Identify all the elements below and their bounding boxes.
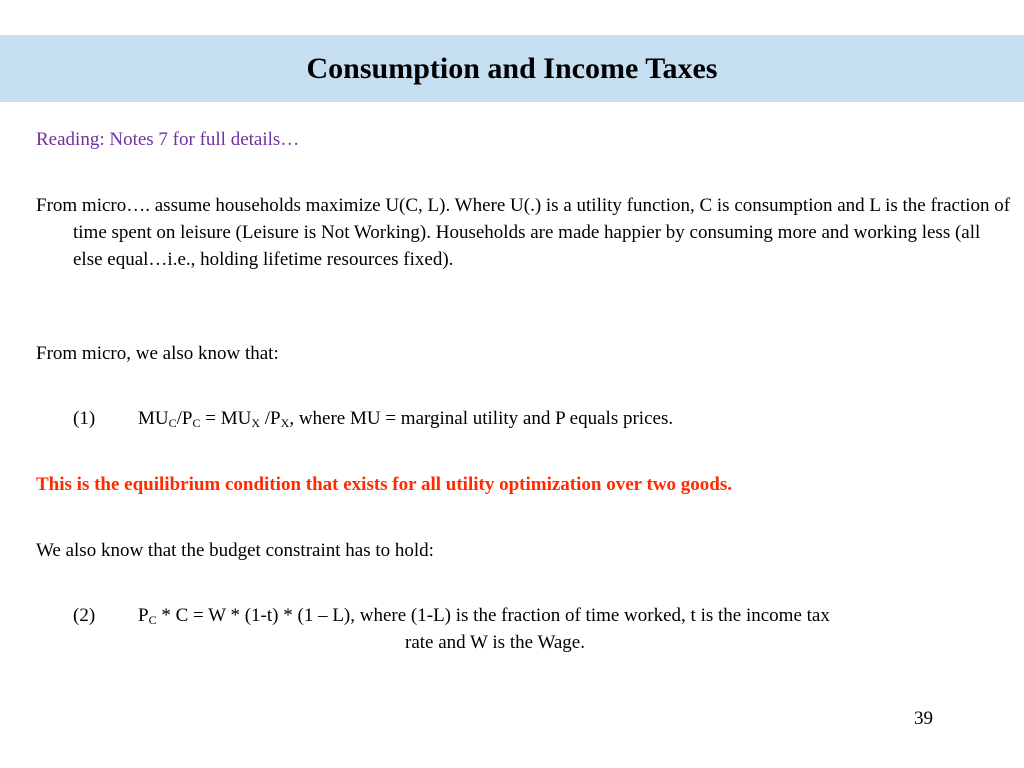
page-number: 39 xyxy=(914,708,933,729)
eq1-slash-px: /P xyxy=(260,408,281,429)
paragraph-budget: We also know that the budget constraint has to hold: xyxy=(36,540,434,561)
paragraph-micro: From micro, we also know that: xyxy=(36,343,279,364)
eq1-sub-x1: X xyxy=(251,416,261,430)
eq1-equals-mu: = MU xyxy=(200,408,252,429)
eq1-rest: , where MU = marginal utility and P equals prices. xyxy=(289,408,674,429)
eq2-rest: * C = W * (1-t) * (1 – L), where (1-L) is the fraction of time worked, t is the income tax xyxy=(156,605,830,626)
equation-2-number: (2) xyxy=(73,605,96,626)
eq1-sub-c1: C xyxy=(168,416,177,430)
equation-1-body xyxy=(138,405,673,432)
reading-note: Reading: Notes 7 for full details… xyxy=(36,129,300,150)
eq1-sub-c2: C xyxy=(192,416,201,430)
paragraph-utility: From micro…. assume households maximize U(C, L). Where U(.) is a utility function, C is consumption and L is the fraction of time spent on leisure (Leisure is Not Working). Households are made happier by consuming more and working less (all else equal…i.e., holding lifetime resources fixed). xyxy=(36,195,1011,270)
equilibrium-highlight: This is the equilibrium condition that exists for all utility optimization over two goods. xyxy=(36,474,733,495)
eq2-sub-c: C xyxy=(148,613,157,627)
title-band xyxy=(0,35,1024,102)
equation-2-line-2: rate and W is the Wage. xyxy=(405,632,585,653)
slide-title: Consumption and Income Taxes xyxy=(306,51,718,85)
equation-1-number: (1) xyxy=(73,408,96,429)
eq1-sub-x2: X xyxy=(280,416,290,430)
equation-2-line-1 xyxy=(138,602,830,629)
eq2-p: P xyxy=(138,605,149,626)
eq1-slash-p: /P xyxy=(176,408,193,429)
eq1-mu: MU xyxy=(138,408,169,429)
